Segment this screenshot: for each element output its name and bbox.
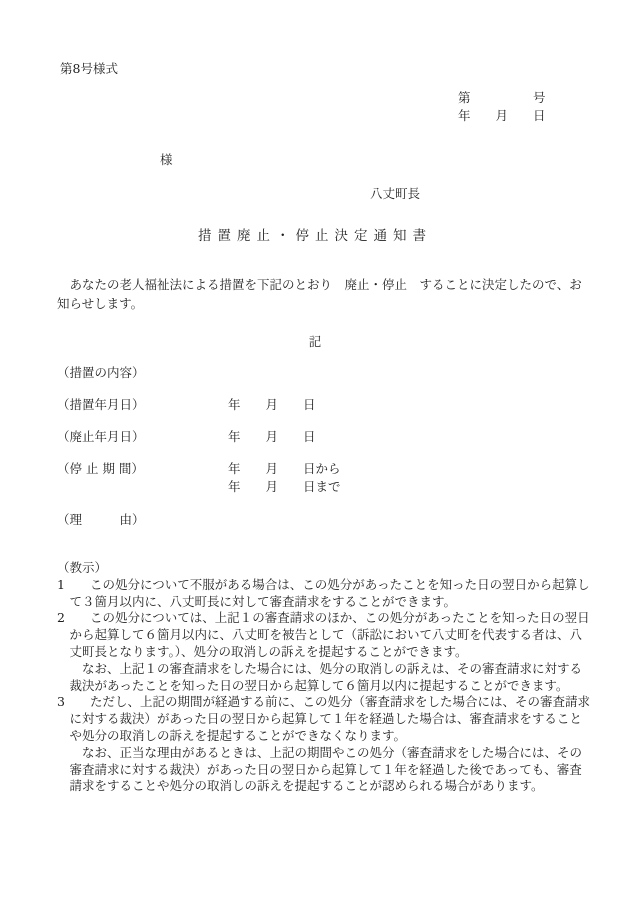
advice-line: 丈町長となります。）、処分の取消しの訴えを提起することができます。: [57, 643, 468, 659]
suspension-period-label: （停 止 期 間）: [57, 461, 144, 476]
suspension-period-from: 年 月 日から: [228, 461, 341, 476]
measure-date-value: 年 月 日: [228, 397, 316, 412]
advice-line: 3 ただし、上記の期間が経過する前に、この処分（審査請求をした場合には、その審査請求: [57, 694, 590, 710]
advice-section: [57, 560, 590, 795]
row-reason: [57, 511, 341, 528]
sender-name: 八丈町長: [370, 186, 421, 201]
reason-label: （理 由）: [57, 512, 145, 527]
measure-content-label: （措置の内容）: [57, 365, 145, 380]
body-line-2: 知らせします。: [57, 295, 144, 311]
suspension-period-to: 年 月 日まで: [228, 479, 341, 494]
doc-number-line: 第 号: [458, 90, 546, 105]
abolition-date-value: 年 月 日: [228, 429, 316, 444]
advice-line: 審査請求に対する裁決）があった日の翌日から起算して１年を経過した後であっても、審査: [57, 761, 582, 777]
row-measure-date: [57, 396, 341, 413]
row-measure-content: [57, 364, 341, 381]
advice-line: なお、正当な理由があるときは、上記の期間やこの処分（審査請求をした場合には、その: [57, 744, 583, 760]
row-abolition-date: [57, 428, 341, 445]
advice-line: に対する裁決）があった日の翌日から起算して１年を経過した場合は、審査請求をすること: [57, 711, 582, 727]
advice-line: 請求をすることや処分の取消しの訴えを提起することが認められる場合があります。: [57, 778, 544, 794]
advice-line: 1 この処分について不服がある場合は、この処分があったことを知った日の翌日から起算し: [57, 576, 590, 592]
measure-date-label: （措置年月日）: [57, 397, 145, 412]
row-suspension-period: [57, 460, 341, 496]
abolition-date-label: （廃止年月日）: [57, 429, 145, 444]
body-line-1: あなたの老人福祉法による措置を下記のとおり 廃止・停止 することに決定したので、お: [57, 277, 582, 292]
advice-line: や処分の取消しの訴えを提起することができなくなります。: [57, 727, 407, 743]
advice-line: 裁決があったことを知った日の翌日から起算して６箇月以内に提起することができます。: [57, 677, 569, 693]
advice-line: て３箇月以内に、八丈町長に対して審査請求をすることができます。: [57, 593, 457, 609]
suspension-period-value: [228, 460, 341, 496]
advice-heading: （教示）: [57, 560, 108, 575]
doc-date-line: 年 月 日: [458, 108, 546, 123]
recipient-honorific: 様: [160, 152, 173, 167]
document-title: 措置廃止・停止決定通知書: [198, 228, 432, 244]
advice-line: から起算して６箇月以内に、八丈町を被告として（訴訟において八丈町を代表する者は、八: [57, 627, 583, 643]
details-section: [57, 364, 341, 543]
record-marker: 記: [308, 334, 322, 349]
advice-line: なお、上記１の審査請求をした場合には、処分の取消しの訴えは、その審査請求に対する: [57, 660, 583, 676]
doc-meta-block: [458, 89, 546, 125]
body-paragraph: [57, 276, 582, 313]
advice-line: 2 この処分については、上記１の審査請求のほか、この処分があったことを知った日の翌日: [57, 610, 590, 626]
form-number: 第8号様式: [60, 61, 118, 76]
